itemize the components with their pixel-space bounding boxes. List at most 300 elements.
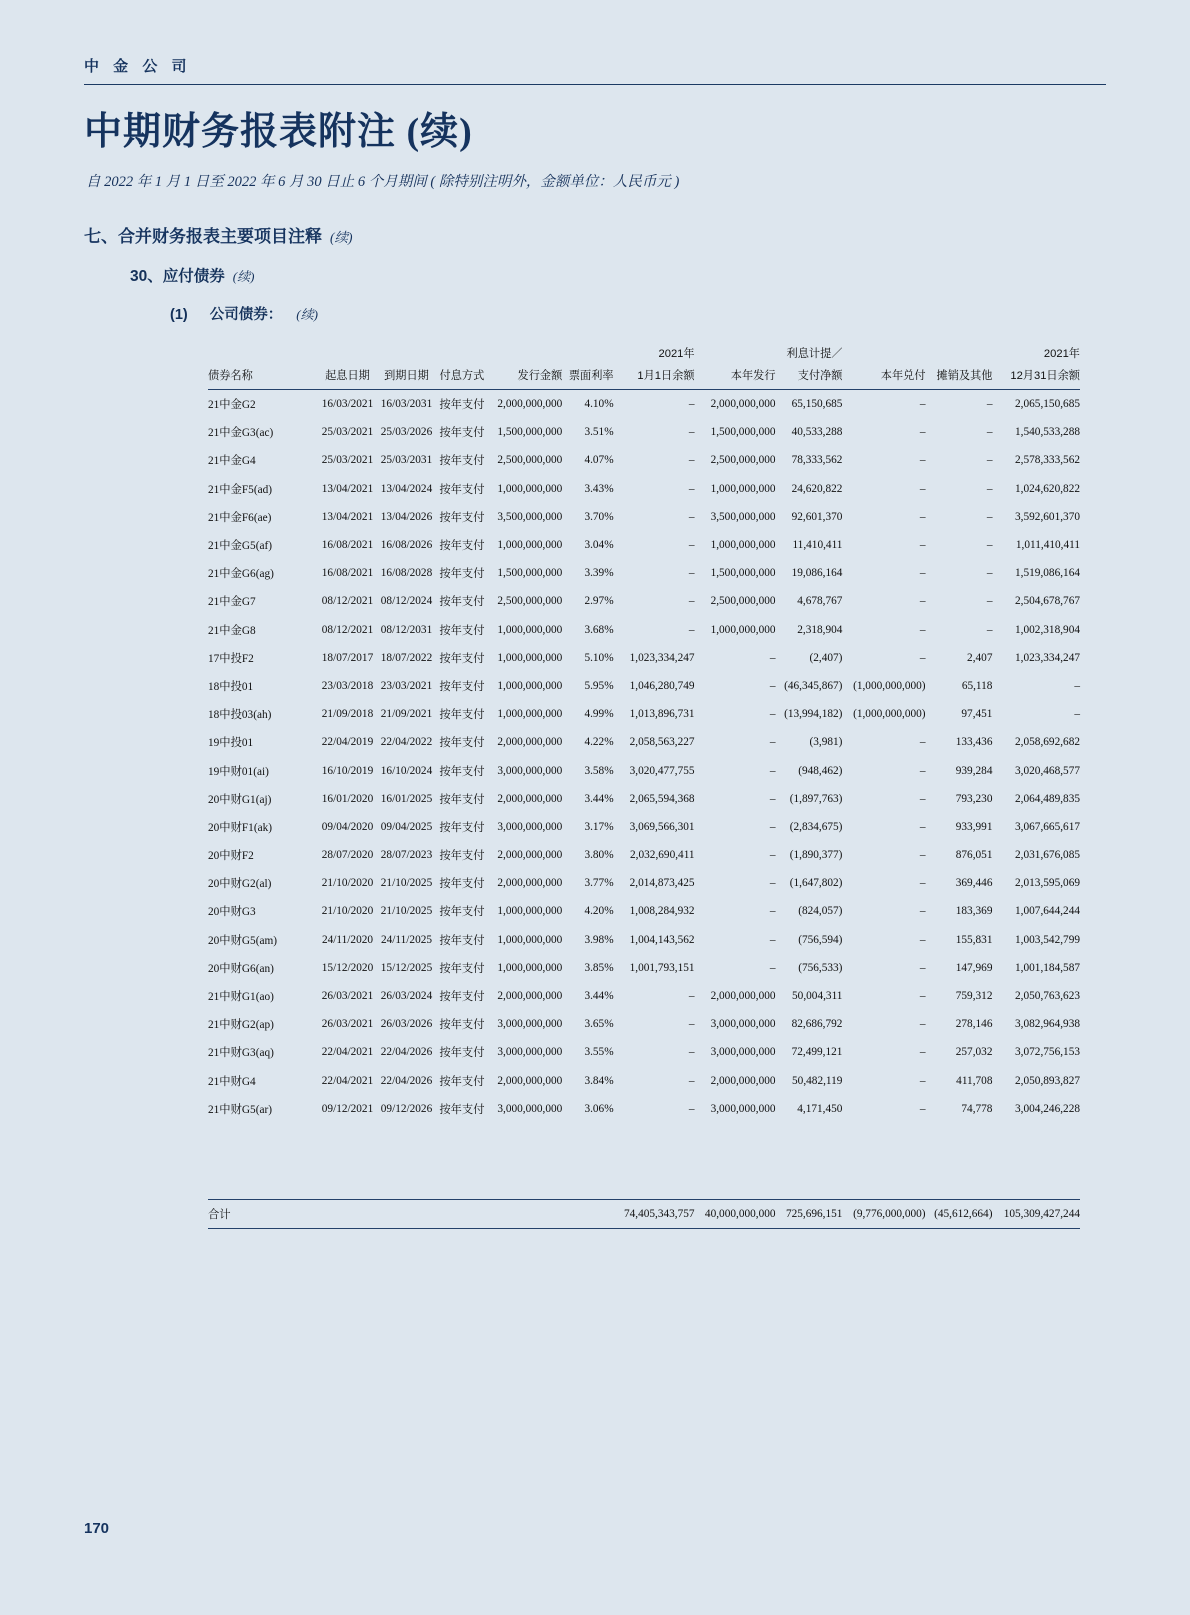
cell-bond-name: 21中财G2(ap) <box>208 1019 274 1032</box>
cell-coupon-rate: 3.70% <box>584 510 614 523</box>
cell-amortization-other: 2,407 <box>967 651 993 664</box>
table-row <box>208 1038 1080 1066</box>
cell-interest-payment: 按年支付 <box>439 850 485 863</box>
table-row <box>208 559 1080 587</box>
cell-amortization-other: – <box>986 623 993 636</box>
cell-interest-net: (2,407) <box>809 651 843 664</box>
cell-interest-net: 4,171,450 <box>797 1102 843 1115</box>
cell-interest-net: 2,318,904 <box>797 623 843 636</box>
cell-bond-name: 21中金G7 <box>208 596 256 609</box>
table-spacer <box>208 1123 1080 1161</box>
cell-redeemed-this-year: – <box>919 426 926 439</box>
col-header-opening-balance: 1月1日余额 <box>614 367 695 390</box>
subsection-heading-continued: (续) <box>232 269 255 284</box>
cell-start-date: 18/07/2017 <box>321 651 374 664</box>
cell-start-date: 21/09/2018 <box>321 708 374 721</box>
cell-issued-this-year: 2,500,000,000 <box>710 595 776 608</box>
cell-opening-balance: 1,046,280,749 <box>629 679 695 692</box>
cell-coupon-rate: 4.20% <box>584 905 614 918</box>
cell-maturity-date: 21/09/2021 <box>380 708 433 721</box>
cell-interest-net: (13,994,182) <box>784 708 843 721</box>
header-divider <box>84 84 1106 85</box>
hdr-top-1 <box>318 345 377 367</box>
cell-issue-amount: 2,000,000,000 <box>497 1074 563 1087</box>
table-row <box>208 700 1080 728</box>
cell-redeemed-this-year: – <box>919 820 926 833</box>
table-row <box>208 531 1080 559</box>
item-heading <box>170 303 318 324</box>
total-c2 <box>377 1200 436 1229</box>
hdr-top-11: 2021年 <box>1043 348 1080 360</box>
cell-interest-payment: 按年支付 <box>439 455 485 468</box>
cell-issued-this-year: – <box>769 679 776 692</box>
cell-issued-this-year: – <box>769 877 776 890</box>
hdr-top-9 <box>842 345 925 367</box>
cell-redeemed-this-year: – <box>919 736 926 749</box>
cell-redeemed-this-year: – <box>919 792 926 805</box>
cell-issue-amount: 3,500,000,000 <box>497 510 563 523</box>
cell-interest-net: 50,004,311 <box>792 990 843 1003</box>
cell-issued-this-year: – <box>769 820 776 833</box>
cell-interest-net: 50,482,119 <box>792 1074 843 1087</box>
cell-issue-amount: 2,000,000,000 <box>497 877 563 890</box>
cell-interest-net: (756,533) <box>798 961 843 974</box>
cell-amortization-other: 183,369 <box>955 905 993 918</box>
cell-opening-balance: 2,014,873,425 <box>629 877 695 890</box>
subsection-heading-text: 30、应付债券 <box>130 268 225 285</box>
cell-issue-amount: 1,500,000,000 <box>497 567 563 580</box>
cell-coupon-rate: 3.85% <box>584 961 614 974</box>
cell-interest-net: (756,594) <box>798 933 843 946</box>
cell-issue-amount: 2,000,000,000 <box>497 736 563 749</box>
cell-start-date: 25/03/2021 <box>321 426 374 439</box>
cell-start-date: 09/12/2021 <box>321 1102 374 1115</box>
cell-bond-name: 20中财G5(am) <box>208 934 278 947</box>
item-continued: (续) <box>296 307 318 322</box>
cell-redeemed-this-year: – <box>919 398 926 411</box>
cell-start-date: 13/04/2021 <box>321 482 374 495</box>
cell-start-date: 21/10/2020 <box>321 877 374 890</box>
cell-start-date: 16/03/2021 <box>321 398 374 411</box>
table-row <box>208 926 1080 954</box>
cell-redeemed-this-year: – <box>919 961 926 974</box>
col-header-redeemed-this-year: 本年兑付 <box>842 367 925 390</box>
cell-bond-name: 20中财F2 <box>208 850 254 863</box>
cell-start-date: 21/10/2020 <box>321 905 374 918</box>
col-header-issue-amount: 发行金额 <box>488 367 562 390</box>
cell-maturity-date: 16/08/2026 <box>380 539 433 552</box>
cell-closing-balance: 2,050,893,827 <box>1015 1074 1080 1087</box>
cell-interest-payment: 按年支付 <box>439 624 485 637</box>
cell-maturity-date: 09/04/2025 <box>380 820 433 833</box>
cell-coupon-rate: 3.17% <box>584 820 614 833</box>
cell-redeemed-this-year: (1,000,000,000) <box>853 679 926 692</box>
cell-interest-net: 82,686,792 <box>791 1018 843 1031</box>
cell-issued-this-year: 2,000,000,000 <box>710 990 776 1003</box>
cell-start-date: 25/03/2021 <box>321 454 374 467</box>
cell-interest-net: 4,678,767 <box>797 595 843 608</box>
cell-opening-balance: – <box>688 1102 695 1115</box>
cell-redeemed-this-year: (1,000,000,000) <box>853 708 926 721</box>
cell-interest-payment: 按年支付 <box>439 906 485 919</box>
subsection-heading <box>130 264 254 286</box>
cell-bond-name: 21中金G8 <box>208 624 256 637</box>
table-header-row <box>208 367 1080 390</box>
table-row <box>208 1010 1080 1038</box>
cell-coupon-rate: 3.04% <box>584 539 614 552</box>
cell-amortization-other: 411,708 <box>956 1074 993 1087</box>
cell-redeemed-this-year: – <box>919 567 926 580</box>
cell-amortization-other: 369,446 <box>955 877 993 890</box>
cell-bond-name: 18中投01 <box>208 680 254 693</box>
cell-closing-balance: 1,011,410,411 <box>1015 539 1080 552</box>
cell-issued-this-year: 1,000,000,000 <box>710 539 776 552</box>
cell-start-date: 23/03/2018 <box>321 679 374 692</box>
table-header-top-row <box>208 345 1080 367</box>
cell-coupon-rate: 3.77% <box>584 877 614 890</box>
table-row <box>208 390 1080 419</box>
cell-interest-payment: 按年支付 <box>439 709 485 722</box>
table-row <box>208 475 1080 503</box>
cell-issued-this-year: – <box>769 736 776 749</box>
cell-redeemed-this-year: – <box>919 849 926 862</box>
cell-interest-payment: 按年支付 <box>439 1047 485 1060</box>
cell-interest-payment: 按年支付 <box>439 1075 485 1088</box>
cell-opening-balance: 2,058,563,227 <box>629 736 695 749</box>
page-subtitle: 自 2022 年 1 月 1 日至 2022 年 6 月 30 日止 6 个月期间 ( 除特别注明外，金额单位：人民币元 ) <box>86 174 680 190</box>
cell-bond-name: 21中金G2 <box>208 399 256 412</box>
cell-closing-balance: 3,067,665,617 <box>1015 820 1080 833</box>
cell-opening-balance: – <box>688 595 695 608</box>
cell-issued-this-year: – <box>769 792 776 805</box>
cell-bond-name: 21中金F5(ad) <box>208 483 273 496</box>
cell-opening-balance: – <box>688 623 695 636</box>
cell-coupon-rate: 3.68% <box>584 623 614 636</box>
cell-redeemed-this-year: – <box>919 933 926 946</box>
hdr-top-6: 2021年 <box>658 348 695 360</box>
cell-interest-net: (3,981) <box>809 736 843 749</box>
cell-maturity-date: 25/03/2031 <box>380 454 433 467</box>
cell-redeemed-this-year: – <box>919 1046 926 1059</box>
table-foot <box>208 1161 1080 1242</box>
hdr-top-10 <box>926 345 993 367</box>
cell-closing-balance: 3,592,601,370 <box>1015 510 1080 523</box>
col-header-start-date: 起息日期 <box>318 367 377 390</box>
cell-opening-balance: 1,013,896,731 <box>629 708 695 721</box>
table-row <box>208 841 1080 869</box>
cell-coupon-rate: 3.39% <box>584 567 614 580</box>
cell-coupon-rate: 4.07% <box>584 454 614 467</box>
hdr-top-5 <box>562 345 613 367</box>
cell-interest-payment: 按年支付 <box>439 765 485 778</box>
cell-coupon-rate: 3.43% <box>584 482 614 495</box>
cell-opening-balance: – <box>688 510 695 523</box>
table-total-row <box>208 1200 1080 1229</box>
total-redeemed-this-year: (9,776,000,000) <box>842 1200 925 1229</box>
cell-opening-balance: – <box>688 539 695 552</box>
cell-coupon-rate: 3.80% <box>584 849 614 862</box>
cell-coupon-rate: 3.58% <box>584 764 614 777</box>
cell-amortization-other: 257,032 <box>955 1046 993 1059</box>
cell-start-date: 16/01/2020 <box>321 792 374 805</box>
cell-redeemed-this-year: – <box>919 990 926 1003</box>
cell-coupon-rate: 4.10% <box>584 398 614 411</box>
cell-maturity-date: 13/04/2024 <box>380 482 433 495</box>
cell-bond-name: 20中财G6(an) <box>208 962 274 975</box>
total-interest-net: 725,696,151 <box>776 1200 843 1229</box>
cell-interest-net: (1,890,377) <box>789 849 843 862</box>
cell-bond-name: 21中财G3(aq) <box>208 1047 274 1060</box>
cell-maturity-date: 16/08/2028 <box>380 567 433 580</box>
cell-redeemed-this-year: – <box>919 482 926 495</box>
cell-closing-balance: 2,050,763,623 <box>1015 990 1080 1003</box>
cell-issued-this-year: 3,500,000,000 <box>710 510 776 523</box>
table-row <box>208 616 1080 644</box>
cell-interest-net: (1,897,763) <box>789 792 843 805</box>
cell-interest-net: 92,601,370 <box>791 510 843 523</box>
cell-closing-balance: 2,064,489,835 <box>1015 792 1080 805</box>
cell-start-date: 22/04/2021 <box>321 1046 374 1059</box>
cell-issue-amount: 2,000,000,000 <box>497 792 563 805</box>
cell-closing-balance: 1,007,644,244 <box>1015 905 1080 918</box>
cell-opening-balance: – <box>688 1018 695 1031</box>
cell-redeemed-this-year: – <box>919 539 926 552</box>
cell-opening-balance: 1,008,284,932 <box>629 905 695 918</box>
col-header-issued-this-year: 本年发行 <box>695 367 776 390</box>
cell-maturity-date: 09/12/2026 <box>380 1102 433 1115</box>
cell-amortization-other: 155,831 <box>955 933 993 946</box>
table-row <box>208 728 1080 756</box>
cell-issued-this-year: 1,000,000,000 <box>710 623 776 636</box>
section-heading-text: 七、合并财务报表主要项目注释 <box>84 227 322 246</box>
cell-bond-name: 20中财F1(ak) <box>208 821 273 834</box>
cell-start-date: 26/03/2021 <box>321 1018 374 1031</box>
cell-closing-balance: 1,002,318,904 <box>1015 623 1080 636</box>
cell-closing-balance: – <box>1074 679 1080 692</box>
total-c4 <box>488 1200 562 1229</box>
cell-issued-this-year: 2,000,000,000 <box>710 398 776 411</box>
cell-amortization-other: 74,778 <box>961 1102 993 1115</box>
cell-closing-balance: 3,020,468,577 <box>1015 764 1080 777</box>
cell-start-date: 09/04/2020 <box>321 820 374 833</box>
cell-opening-balance: 1,023,334,247 <box>629 651 695 664</box>
cell-issued-this-year: 1,000,000,000 <box>710 482 776 495</box>
cell-closing-balance: 2,058,692,682 <box>1015 736 1080 749</box>
cell-maturity-date: 21/10/2025 <box>380 905 433 918</box>
cell-maturity-date: 18/07/2022 <box>380 651 433 664</box>
hdr-top-0 <box>208 345 318 367</box>
bond-table <box>208 345 1080 1242</box>
cell-interest-payment: 按年支付 <box>439 737 485 750</box>
cell-coupon-rate: 4.22% <box>584 736 614 749</box>
cell-issue-amount: 2,000,000,000 <box>497 849 563 862</box>
total-c1 <box>318 1200 377 1229</box>
cell-interest-payment: 按年支付 <box>439 962 485 975</box>
cell-amortization-other: 65,118 <box>961 679 993 692</box>
cell-issue-amount: 1,000,000,000 <box>497 905 563 918</box>
cell-start-date: 16/10/2019 <box>321 764 374 777</box>
cell-coupon-rate: 3.44% <box>584 990 614 1003</box>
table-row <box>208 982 1080 1010</box>
cell-redeemed-this-year: – <box>919 595 926 608</box>
cell-issued-this-year: 3,000,000,000 <box>710 1018 776 1031</box>
cell-bond-name: 21中金G5(af) <box>208 540 272 553</box>
cell-interest-payment: 按年支付 <box>439 540 485 553</box>
section-heading <box>84 222 353 247</box>
cell-opening-balance: – <box>688 567 695 580</box>
cell-amortization-other: – <box>986 398 993 411</box>
total-amortization-other: (45,612,664) <box>926 1200 993 1229</box>
cell-issue-amount: 3,000,000,000 <box>497 820 563 833</box>
cell-opening-balance: – <box>688 990 695 1003</box>
cell-issue-amount: 1,000,000,000 <box>497 961 563 974</box>
total-opening-balance: 74,405,343,757 <box>614 1200 695 1229</box>
cell-interest-payment: 按年支付 <box>439 793 485 806</box>
cell-closing-balance: 1,001,184,587 <box>1015 961 1080 974</box>
cell-bond-name: 21中金G3(ac) <box>208 427 274 440</box>
cell-amortization-other: – <box>986 426 993 439</box>
cell-interest-payment: 按年支付 <box>439 878 485 891</box>
cell-issued-this-year: 1,500,000,000 <box>710 426 776 439</box>
cell-start-date: 24/11/2020 <box>321 933 374 946</box>
cell-start-date: 15/12/2020 <box>321 961 374 974</box>
cell-amortization-other: 97,451 <box>961 708 993 721</box>
cell-maturity-date: 22/04/2026 <box>380 1046 433 1059</box>
cell-maturity-date: 25/03/2026 <box>380 426 433 439</box>
cell-issue-amount: 2,000,000,000 <box>497 398 563 411</box>
cell-issued-this-year: – <box>769 933 776 946</box>
cell-interest-net: (1,647,802) <box>789 877 843 890</box>
cell-start-date: 16/08/2021 <box>321 567 374 580</box>
cell-issued-this-year: – <box>769 961 776 974</box>
col-header-interest-payment: 付息方式 <box>436 367 488 390</box>
col-header-maturity-date: 到期日期 <box>377 367 436 390</box>
cell-coupon-rate: 4.99% <box>584 708 614 721</box>
cell-closing-balance: 2,013,595,069 <box>1015 877 1080 890</box>
col-header-closing-balance: 12月31日余额 <box>992 367 1080 390</box>
cell-coupon-rate: 3.51% <box>584 426 614 439</box>
cell-opening-balance: 3,020,477,755 <box>629 764 695 777</box>
cell-interest-net: 19,086,164 <box>791 567 843 580</box>
table-row <box>208 954 1080 982</box>
hdr-top-8: 利息计提／ <box>786 348 843 360</box>
col-header-amortization-other: 摊销及其他 <box>926 367 993 390</box>
cell-issued-this-year: 1,500,000,000 <box>710 567 776 580</box>
cell-interest-net: (948,462) <box>798 764 843 777</box>
cell-interest-payment: 按年支付 <box>439 1019 485 1032</box>
cell-closing-balance: 2,504,678,767 <box>1015 595 1080 608</box>
table-row <box>208 869 1080 897</box>
cell-interest-payment: 按年支付 <box>439 483 485 496</box>
table-row <box>208 1095 1080 1123</box>
cell-opening-balance: – <box>688 398 695 411</box>
table-row <box>208 446 1080 474</box>
cell-redeemed-this-year: – <box>919 454 926 467</box>
cell-maturity-date: 13/04/2026 <box>380 510 433 523</box>
cell-redeemed-this-year: – <box>919 905 926 918</box>
cell-issue-amount: 1,000,000,000 <box>497 482 563 495</box>
cell-amortization-other: 939,284 <box>955 764 993 777</box>
cell-interest-payment: 按年支付 <box>439 652 485 665</box>
cell-bond-name: 20中财G1(aj) <box>208 793 272 806</box>
cell-maturity-date: 22/04/2022 <box>380 736 433 749</box>
cell-start-date: 13/04/2021 <box>321 510 374 523</box>
section-heading-continued: (续) <box>330 230 353 245</box>
page-title: 中期财务报表附注 (续) <box>84 111 473 153</box>
cell-interest-payment: 按年支付 <box>439 1103 485 1116</box>
cell-bond-name: 21中财G1(ao) <box>208 991 274 1004</box>
cell-issue-amount: 1,000,000,000 <box>497 651 563 664</box>
cell-amortization-other: 133,436 <box>955 736 993 749</box>
col-header-bond-name: 债券名称 <box>208 367 318 390</box>
cell-interest-net: 40,533,288 <box>791 426 843 439</box>
cell-start-date: 28/07/2020 <box>321 849 374 862</box>
cell-opening-balance: – <box>688 454 695 467</box>
table-row <box>208 756 1080 784</box>
cell-start-date: 08/12/2021 <box>321 595 374 608</box>
cell-start-date: 26/03/2021 <box>321 990 374 1003</box>
item-label: 公司债券： <box>209 307 283 323</box>
table-row <box>208 418 1080 446</box>
cell-closing-balance: – <box>1074 708 1080 721</box>
cell-issue-amount: 1,000,000,000 <box>497 933 563 946</box>
cell-maturity-date: 23/03/2021 <box>380 679 433 692</box>
cell-bond-name: 18中投03(ah) <box>208 709 272 722</box>
cell-amortization-other: – <box>986 595 993 608</box>
cell-amortization-other: 876,051 <box>955 849 993 862</box>
cell-start-date: 22/04/2021 <box>321 1074 374 1087</box>
cell-interest-net: (2,834,675) <box>789 820 843 833</box>
table-row <box>208 503 1080 531</box>
cell-amortization-other: – <box>986 539 993 552</box>
cell-interest-payment: 按年支付 <box>439 427 485 440</box>
table-row <box>208 1067 1080 1095</box>
cell-coupon-rate: 5.10% <box>584 651 614 664</box>
cell-opening-balance: – <box>688 1074 695 1087</box>
cell-opening-balance: 2,065,594,368 <box>629 792 695 805</box>
table-bottom-rule <box>208 1229 1080 1242</box>
cell-interest-payment: 按年支付 <box>439 821 485 834</box>
total-label: 合计 <box>208 1200 318 1229</box>
cell-issued-this-year: – <box>769 905 776 918</box>
hdr-top-3 <box>436 345 488 367</box>
col-header-interest-net: 支付净额 <box>776 367 843 390</box>
cell-coupon-rate: 3.98% <box>584 933 614 946</box>
cell-amortization-other: – <box>986 510 993 523</box>
cell-issued-this-year: 3,000,000,000 <box>710 1102 776 1115</box>
cell-bond-name: 19中投01 <box>208 737 254 750</box>
cell-amortization-other: 933,991 <box>955 820 993 833</box>
cell-redeemed-this-year: – <box>919 651 926 664</box>
hdr-top-2 <box>377 345 436 367</box>
cell-start-date: 08/12/2021 <box>321 623 374 636</box>
cell-start-date: 16/08/2021 <box>321 539 374 552</box>
cell-issued-this-year: 2,500,000,000 <box>710 454 776 467</box>
cell-bond-name: 21中金G4 <box>208 455 256 468</box>
cell-closing-balance: 1,023,334,247 <box>1015 651 1080 664</box>
cell-interest-net: 65,150,685 <box>791 398 843 411</box>
cell-opening-balance: 1,001,793,151 <box>629 961 695 974</box>
cell-closing-balance: 1,003,542,799 <box>1015 933 1080 946</box>
cell-issue-amount: 2,000,000,000 <box>497 990 563 1003</box>
cell-interest-payment: 按年支付 <box>439 511 485 524</box>
cell-coupon-rate: 3.65% <box>584 1018 614 1031</box>
cell-issue-amount: 3,000,000,000 <box>497 1018 563 1031</box>
cell-amortization-other: 793,230 <box>955 792 993 805</box>
cell-start-date: 22/04/2019 <box>321 736 374 749</box>
cell-closing-balance: 3,082,964,938 <box>1015 1018 1080 1031</box>
cell-closing-balance: 1,540,533,288 <box>1015 426 1080 439</box>
